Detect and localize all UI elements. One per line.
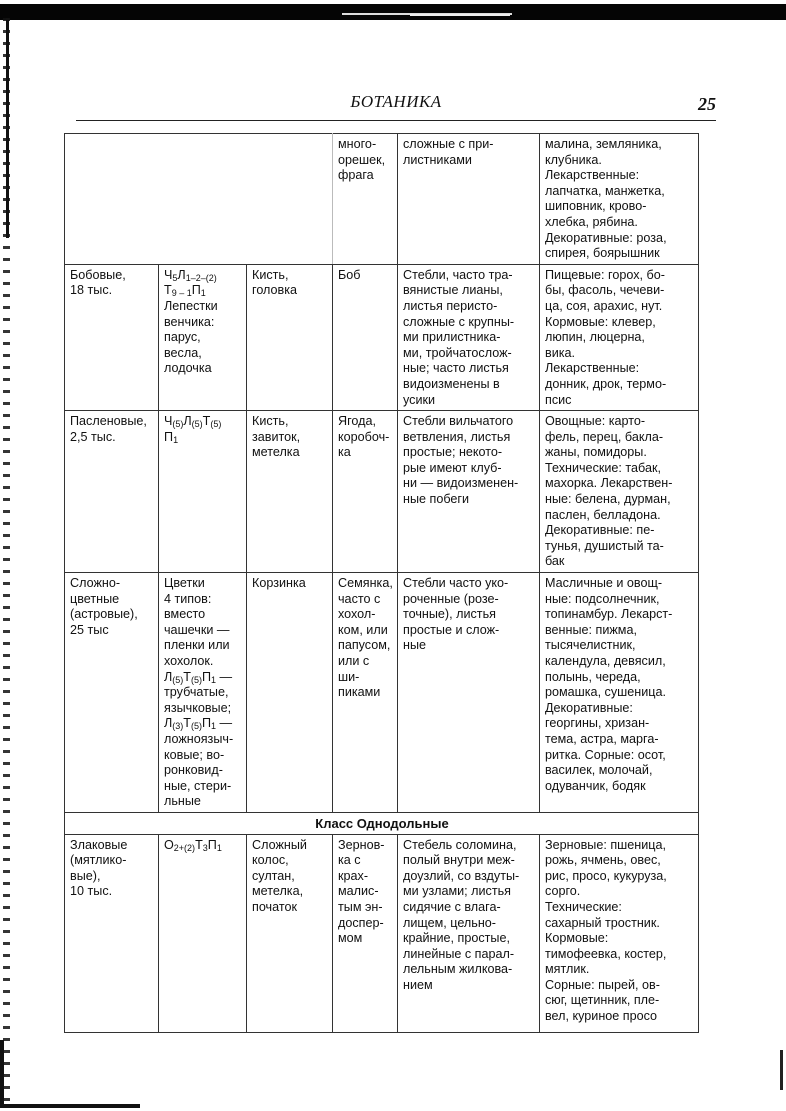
cell-inflorescence: Кисть, завиток, метелка	[247, 411, 333, 573]
formula-symbol: Л	[177, 267, 186, 282]
table-row-poaceae	[65, 834, 699, 1032]
cell-significance: Овощные: карто- фель, перец, бакла- жаны, помидоры. Технические: табак, махорка. Лекарствен- ные: белена, дурман, паслен, белладона. Декоративные: пе- тунья, душистый та- бак	[540, 411, 699, 573]
cell-family	[65, 134, 159, 265]
flower-formula-cont	[164, 283, 242, 299]
formula-subscript: (5)	[172, 674, 184, 685]
cell-features: сложные с при- листниками	[398, 134, 540, 265]
table-row-continued	[65, 134, 699, 265]
table-row-solanaceae	[65, 411, 699, 573]
cell-features: Стебли, часто тра- вянистые лианы, листья перисто- сложные с крупны- ми прилистника- ми, тройчатослож- ные; часто листья видоизменены в усики	[398, 264, 540, 410]
formula-false-ligulate-desc: ложноязыч- ковые; во- ронковид- ные, стери- льные	[164, 731, 234, 809]
cell-family: Сложно- цветные (астровые), 25 тыс	[65, 573, 159, 813]
formula-subscript: (5)	[191, 419, 203, 430]
botany-families-table	[64, 133, 699, 1033]
formula-symbol: П	[207, 837, 217, 852]
cell-fruit: Боб	[333, 264, 398, 410]
flower-formula	[164, 414, 242, 430]
cell-fruit: много- орешек, фрага	[333, 134, 398, 265]
table-row-asteraceae	[65, 573, 699, 813]
class-header: Класс Однодольные	[65, 812, 699, 834]
formula-symbol: П	[201, 669, 212, 684]
cell-features: Стебли вильчатого ветвления, листья простые; некото- рые имеют клуб- ни — видоизменен- ные побеги	[398, 411, 540, 573]
formula-subscript: (5)	[210, 419, 222, 430]
cell-significance: Пищевые: горох, бо- бы, фасоль, чечеви- ца, соя, арахис, нут. Кормовые: клевер, люпин, люцерна, вика. Лекарственные: донник, дрок, термо- псис	[540, 264, 699, 410]
cell-fruit: Ягода, коробоч- ка	[333, 411, 398, 573]
formula-subscript: 1	[173, 434, 179, 445]
formula-tubular-desc: трубчатые, язычковые;	[164, 685, 232, 715]
formula-subscript: (5)	[190, 674, 202, 685]
formula-symbol: П	[191, 283, 201, 298]
formula-subscript: 1	[200, 288, 206, 299]
formula-symbol: —	[216, 716, 233, 731]
formula-symbol: П	[201, 716, 212, 731]
flower-formula	[164, 268, 242, 284]
scan-edge-left-solid	[6, 18, 9, 238]
flower-formula-false-ligulate	[164, 716, 242, 732]
formula-subscript: 1–2–(2)	[185, 272, 217, 283]
cell-inflorescence: Сложный колос, султан, метелка, початок	[247, 834, 333, 1032]
cell-features: Стебель соломина, полый внутри меж- доузлий, со вздуты- ми узлами; листья сидячие с влага- лищем, цельно- крайние, простые, линейные с парал- лельным жилкова- нием	[398, 834, 540, 1032]
formula-subscript: 2+(2)	[173, 842, 196, 853]
cell-family: Злаковые (мятлико- вые), 10 тыс.	[65, 834, 159, 1032]
cell-formula	[159, 573, 247, 813]
formula-intro: Цветки 4 типов: вместо чашечки — пленки или хохолок.	[164, 576, 230, 668]
cell-family: Бобовые, 18 тыс.	[65, 264, 159, 410]
page-header	[76, 92, 716, 121]
formula-symbol: П	[164, 429, 174, 444]
cell-inflorescence	[247, 134, 333, 265]
formula-symbol: Л	[164, 669, 173, 684]
formula-symbol: Т	[183, 716, 191, 731]
scan-edge-right	[780, 1050, 783, 1090]
flower-formula	[164, 838, 242, 854]
cell-inflorescence: Корзинка	[247, 573, 333, 813]
formula-symbol: Л	[164, 716, 173, 731]
cell-formula	[159, 411, 247, 573]
formula-subscript: 1	[211, 721, 217, 732]
scan-highlight	[410, 14, 510, 16]
formula-note: Лепестки венчика: парус, весла, лодочка	[164, 298, 218, 376]
cell-formula	[159, 264, 247, 410]
cell-family: Пасленовые, 2,5 тыс.	[65, 411, 159, 573]
running-title: БОТАНИКА	[350, 92, 442, 111]
scan-edge-top	[0, 4, 786, 20]
page-number: 25	[698, 94, 716, 114]
formula-subscript: (5)	[172, 419, 184, 430]
formula-symbol: —	[216, 669, 233, 684]
formula-symbol: Ч	[164, 414, 173, 429]
formula-subscript: 1	[216, 842, 222, 853]
flower-formula-cont	[164, 430, 242, 446]
scan-edge-bottom-left	[0, 1040, 4, 1108]
flower-formula-tubular	[164, 670, 242, 686]
scan-edge-bottom	[0, 1104, 140, 1108]
formula-subscript: 9 – 1	[171, 288, 192, 299]
formula-symbol: О	[164, 837, 174, 852]
cell-significance: Зерновые: пшеница, рожь, ячмень, овес, рис, просо, кукуруза, сорго. Технические: сахарный тростник. Кормовые: тимофеевка, костер, мятлик. Сорные: пырей, ов- сюг, щетинник, пле- вел, куриное просо	[540, 834, 699, 1032]
cell-fruit: Семянка, часто с хохол- ком, или папусом, или с ши- пиками	[333, 573, 398, 813]
formula-symbol: Т	[164, 283, 172, 298]
class-header-row	[65, 812, 699, 834]
cell-features: Стебли часто уко- роченные (розе- точные), листья простые и слож- ные	[398, 573, 540, 813]
formula-symbol: Т	[202, 414, 211, 429]
formula-symbol: Т	[195, 837, 203, 852]
table-row-fabaceae	[65, 264, 699, 410]
formula-symbol: Т	[183, 669, 191, 684]
formula-subscript: (5)	[190, 721, 202, 732]
cell-significance: Масличные и овощ- ные: подсолнечник, топинамбур. Лекарст- венные: пижма, тысячелистник, календула, девясил, полынь, череда, ромашка, сушеница. Декоративные: георгины, хризан- тема, астра, марга- ритка. Сорные: осот, василек, молочай, одуванчик, бодяк	[540, 573, 699, 813]
cell-fruit: Зернов- ка с крах- малис- тым эн- доспер- мом	[333, 834, 398, 1032]
cell-formula	[159, 834, 247, 1032]
cell-formula	[159, 134, 247, 265]
formula-subscript: 1	[211, 674, 217, 685]
formula-subscript: (3)	[172, 721, 184, 732]
cell-significance: малина, земляника, клубника. Лекарственные: лапчатка, манжетка, шиповник, крово- хлебка, рябина. Декоративные: роза, спирея, боярышник	[540, 134, 699, 265]
formula-subscript: 5	[172, 272, 178, 283]
cell-inflorescence: Кисть, головка	[247, 264, 333, 410]
formula-symbol: Ч	[164, 267, 173, 282]
formula-subscript: 3	[202, 842, 208, 853]
formula-symbol: Л	[183, 414, 192, 429]
